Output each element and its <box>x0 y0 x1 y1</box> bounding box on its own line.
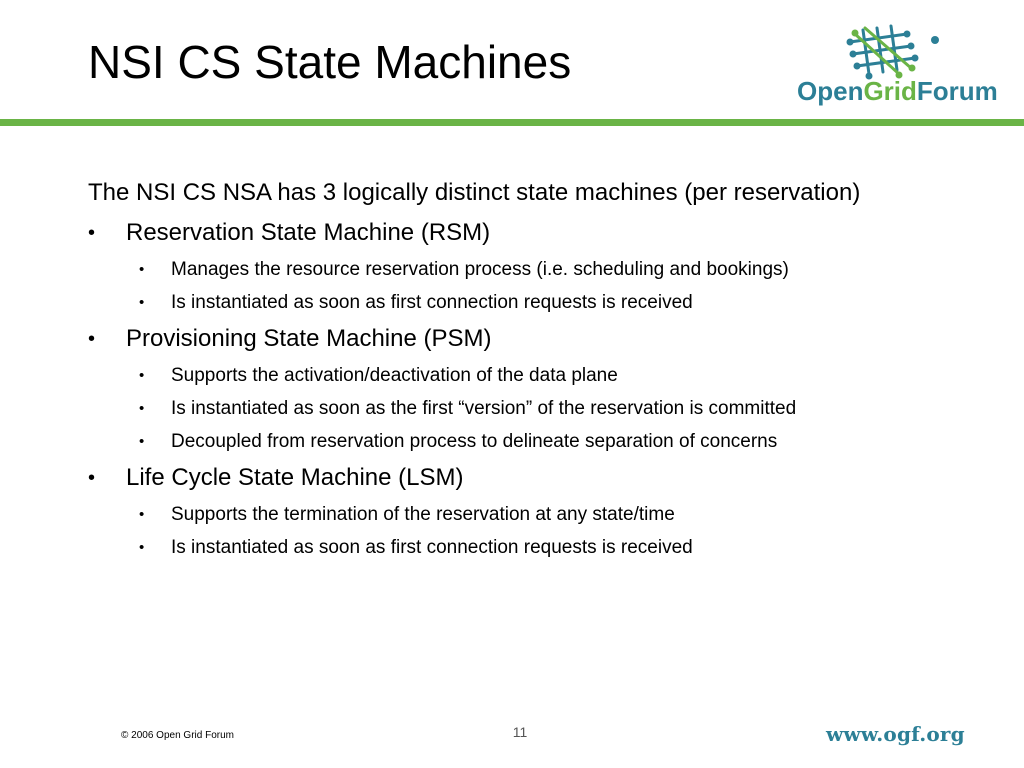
bullet-icon: • <box>139 506 145 523</box>
bullet-icon: • <box>139 433 145 450</box>
bullet-lsm <box>88 462 988 494</box>
sub-bullet-label: Decoupled from reservation process to delineate separation of concerns <box>171 431 778 452</box>
bullet-label: Provisioning State Machine (PSM) <box>126 325 492 352</box>
slide-body <box>88 176 988 560</box>
bullet-icon: • <box>139 294 145 311</box>
bullet-icon: • <box>88 467 96 489</box>
sub-bullet-label: Supports the activation/deactivation of the data plane <box>171 365 618 386</box>
sub-bullet <box>88 535 988 560</box>
svg-text:OpenGridForum <box>797 76 998 106</box>
bullet-psm <box>88 323 988 355</box>
bullet-rsm <box>88 217 988 249</box>
sub-bullet <box>88 396 988 421</box>
logo-text-grid: Grid <box>863 76 917 106</box>
bullet-label: Life Cycle State Machine (LSM) <box>126 464 464 491</box>
bullet-icon: • <box>88 328 96 350</box>
sub-bullet-label: Manages the resource reservation process (i.e. scheduling and bookings) <box>171 259 789 280</box>
bullet-label: Reservation State Machine (RSM) <box>126 219 491 246</box>
logo-text-forum: Forum <box>916 76 998 106</box>
sub-bullet-label: Supports the termination of the reservation at any state/time <box>171 504 675 525</box>
intro-text: The NSI CS NSA has 3 logically distinct state machines (per reservation) <box>88 179 861 206</box>
logo-text-open: Open <box>797 76 864 106</box>
page-number: 11 <box>512 724 528 740</box>
bullet-icon: • <box>139 367 145 384</box>
sub-bullet <box>88 257 988 282</box>
sub-bullet-label: Is instantiated as soon as first connection requests is received <box>171 537 693 558</box>
bullet-icon: • <box>139 400 145 417</box>
sub-bullet <box>88 290 988 315</box>
sub-bullet <box>88 429 988 454</box>
bullet-icon: • <box>139 261 145 278</box>
sub-bullet-label: Is instantiated as soon as first connection requests is received <box>171 292 693 313</box>
open-grid-forum-logo <box>795 22 998 112</box>
title-divider <box>0 119 1024 126</box>
sub-bullet <box>88 363 988 388</box>
website-url: www.ogf.org <box>826 722 965 746</box>
sub-bullet-label: Is instantiated as soon as the first “version” of the reservation is committed <box>171 398 797 419</box>
sub-bullet <box>88 502 988 527</box>
bullet-icon: • <box>139 539 145 556</box>
copyright-text: © 2006 Open Grid Forum <box>121 730 234 741</box>
slide-title: NSI CS State Machines <box>88 36 572 88</box>
grid-network-icon <box>847 26 940 80</box>
bullet-icon: • <box>88 222 96 244</box>
